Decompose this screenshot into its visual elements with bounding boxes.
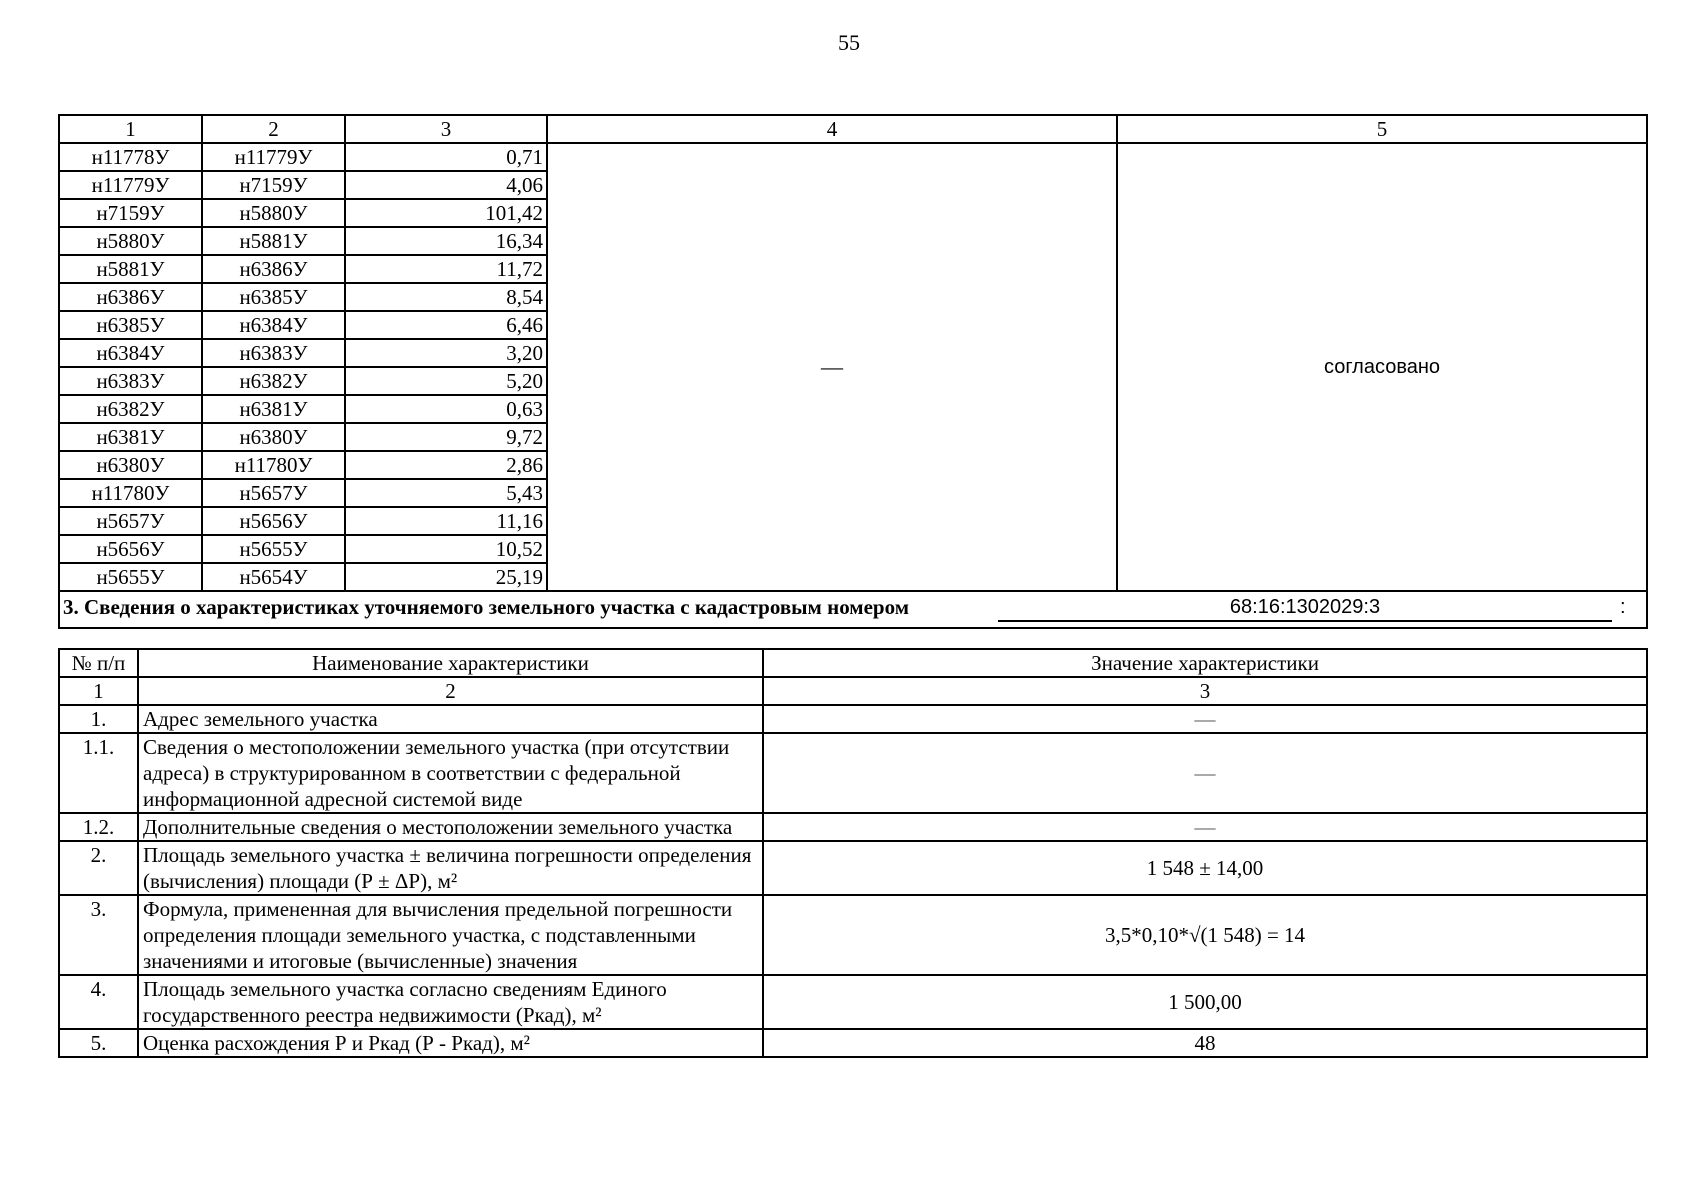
segment-length: 9,72 [345,423,547,451]
end-point: н6380У [202,423,345,451]
row-number: 4. [59,975,138,1029]
row-number: 1.1. [59,733,138,813]
column-number-row [59,677,1647,705]
start-point: н6381У [59,423,202,451]
end-point: н5657У [202,479,345,507]
start-point: н5881У [59,255,202,283]
column-number: 1 [59,115,202,143]
characteristic-name: Площадь земельного участка согласно сведениям Единого государственного реестра недвижимости (Ркад), м² [138,975,763,1029]
start-point: н7159У [59,199,202,227]
characteristic-value: — [763,705,1647,733]
end-point: н11779У [202,143,345,171]
start-point: н6386У [59,283,202,311]
column-number: 2 [202,115,345,143]
approval-status: согласовано [1117,143,1647,591]
cadastral-number-field: 68:16:1302029:3 [998,594,1612,622]
characteristics-table [58,648,1648,1058]
characteristic-value: 48 [763,1029,1647,1057]
characteristic-value: 1 548 ± 14,00 [763,841,1647,895]
start-point: н5657У [59,507,202,535]
segment-length: 3,20 [345,339,547,367]
row-number: 2. [59,841,138,895]
start-point: н5880У [59,227,202,255]
characteristic-value: 3,5*0,10*√(1 548) = 14 [763,895,1647,975]
column-4-value: — [547,143,1117,591]
boundary-segments-table [58,114,1648,629]
segment-length: 10,52 [345,535,547,563]
start-point: н6380У [59,451,202,479]
characteristic-row [59,895,1647,975]
characteristic-row [59,813,1647,841]
characteristic-row [59,705,1647,733]
characteristic-row [59,733,1647,813]
end-point: н6384У [202,311,345,339]
segment-length: 25,19 [345,563,547,591]
row-number: 1.2. [59,813,138,841]
start-point: н6383У [59,367,202,395]
end-point: н6385У [202,283,345,311]
header-row-number: № п/п [59,649,138,677]
characteristic-value: — [763,733,1647,813]
characteristic-value: — [763,813,1647,841]
end-point: н5656У [202,507,345,535]
end-point: н5654У [202,563,345,591]
characteristic-row [59,841,1647,895]
characteristic-name: Площадь земельного участка ± величина погрешности определения (вычисления) площади (Р ± ΔР), м² [138,841,763,895]
end-point: н6382У [202,367,345,395]
characteristic-name: Сведения о местоположении земельного участка (при отсутствии адреса) в структурированном в соответствии с федеральной информационной адресной системой виде [138,733,763,813]
segment-length: 6,46 [345,311,547,339]
characteristic-row [59,1029,1647,1057]
column-number: 5 [1117,115,1647,143]
section-3-heading-cell [59,591,1647,628]
table-header-row [59,649,1647,677]
section-3-row [59,591,1647,628]
segment-length: 4,06 [345,171,547,199]
table-row [59,143,1647,171]
segment-length: 11,16 [345,507,547,535]
column-number: 3 [763,677,1647,705]
start-point: н11779У [59,171,202,199]
header-characteristic-name: Наименование характеристики [138,649,763,677]
start-point: н6385У [59,311,202,339]
column-number: 2 [138,677,763,705]
start-point: н11778У [59,143,202,171]
end-point: н6381У [202,395,345,423]
page-number: 55 [838,30,860,55]
segment-length: 0,63 [345,395,547,423]
characteristic-name: Адрес земельного участка [138,705,763,733]
start-point: н6384У [59,339,202,367]
segment-length: 11,72 [345,255,547,283]
end-point: н6383У [202,339,345,367]
characteristic-name: Дополнительные сведения о местоположении земельного участка [138,813,763,841]
end-point: н11780У [202,451,345,479]
start-point: н5656У [59,535,202,563]
column-number: 1 [59,677,138,705]
characteristic-name: Оценка расхождения Р и Ркад (Р - Ркад), м² [138,1029,763,1057]
trailing-colon: : [1620,596,1626,618]
segment-length: 5,43 [345,479,547,507]
segment-length: 2,86 [345,451,547,479]
end-point: н5655У [202,535,345,563]
start-point: н11780У [59,479,202,507]
row-number: 1. [59,705,138,733]
segment-length: 16,34 [345,227,547,255]
column-number: 3 [345,115,547,143]
column-number: 4 [547,115,1117,143]
table-header-row [59,115,1647,143]
segment-length: 5,20 [345,367,547,395]
characteristic-name: Формула, примененная для вычисления предельной погрешности определения площади земельного участка, с подставленными значениями и итоговые (вычисленные) значения [138,895,763,975]
start-point: н5655У [59,563,202,591]
characteristic-value: 1 500,00 [763,975,1647,1029]
row-number: 3. [59,895,138,975]
end-point: н6386У [202,255,345,283]
characteristic-row [59,975,1647,1029]
segment-length: 101,42 [345,199,547,227]
end-point: н5881У [202,227,345,255]
start-point: н6382У [59,395,202,423]
end-point: н5880У [202,199,345,227]
end-point: н7159У [202,171,345,199]
header-characteristic-value: Значение характеристики [763,649,1647,677]
section-3-title: 3. Сведения о характеристиках уточняемого земельного участка с кадастровым номером [63,595,910,619]
row-number: 5. [59,1029,138,1057]
segment-length: 0,71 [345,143,547,171]
segment-length: 8,54 [345,283,547,311]
